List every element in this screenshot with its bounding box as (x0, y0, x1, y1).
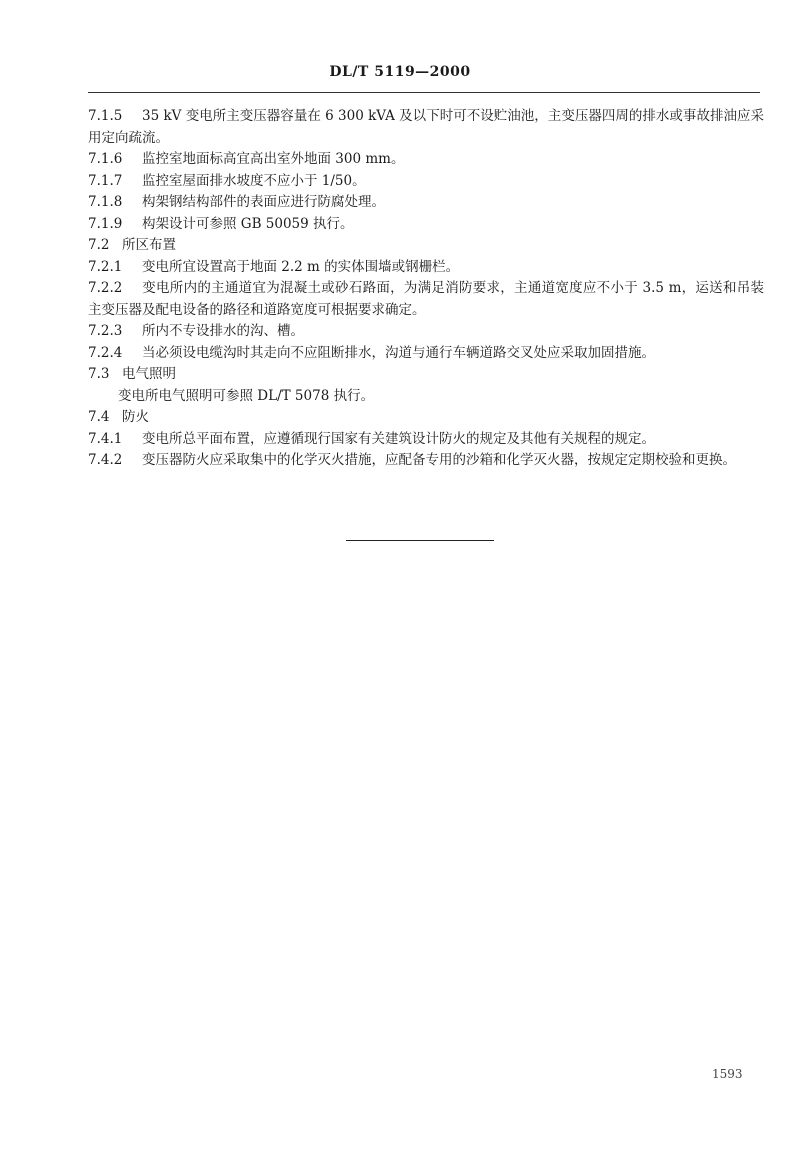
section-title: 防火 (122, 409, 149, 425)
clause-7-1-5 (88, 106, 764, 149)
section-number: 7.3 (88, 366, 110, 382)
clause-text: 变电所内的主通道宜为混凝土或砂石路面，为满足消防要求，主通道宽度应不小于 3.5 m，运送和吊装主变压器及配电设备的路径和道路宽度可根据要求确定。 (88, 280, 764, 318)
section-heading-7-3 (88, 364, 764, 386)
section-title: 所区布置 (122, 237, 176, 253)
clause-7-1-8 (88, 192, 764, 214)
section-7-3-body: 变电所电气照明可参照 DL/T 5078 执行。 (118, 387, 375, 404)
clause-number: 7.2.4 (88, 344, 123, 361)
clause-7-2-4 (88, 343, 764, 365)
clause-7-1-6 (88, 149, 764, 171)
clause-7-1-7 (88, 171, 764, 193)
clause-number: 7.1.6 (88, 151, 123, 167)
clause-number: 7.1.7 (88, 172, 123, 189)
section-heading-7-2 (88, 235, 764, 257)
section-number: 7.2 (88, 237, 110, 253)
clause-7-2-1 (88, 257, 764, 279)
page-number: 1593 (712, 1067, 743, 1081)
clause-number: 7.1.5 (88, 108, 123, 124)
clause-number: 7.4.1 (88, 430, 123, 447)
clause-7-4-2 (88, 450, 764, 472)
clause-number: 7.4.2 (88, 452, 123, 468)
clause-7-2-2 (88, 278, 764, 321)
section-number: 7.4 (88, 409, 110, 425)
clause-number: 7.2.2 (88, 280, 123, 296)
clause-text: 所内不专设排水的沟、槽。 (142, 323, 304, 339)
clause-text: 构架设计可参照 GB 50059 执行。 (142, 215, 354, 232)
clause-7-2-3 (88, 321, 764, 343)
clause-number: 7.1.9 (88, 215, 123, 232)
clause-7-1-9 (88, 214, 764, 236)
clause-text: 监控室屋面排水坡度不应小于 1/50。 (142, 172, 366, 189)
clause-number: 7.1.8 (88, 194, 123, 210)
document-header: DL/T 5119—2000 (329, 64, 471, 80)
clause-text: 变电所总平面布置，应遵循现行国家有关建筑设计防火的规定及其他有关规程的规定。 (142, 430, 655, 447)
document-body (88, 106, 764, 472)
clause-text: 构架钢结构部件的表面应进行防腐处理。 (142, 194, 385, 210)
clause-text: 变压器防火应采取集中的化学灭火措施，应配备专用的沙箱和化学灭火器，按规定定期校验和更换。 (142, 452, 736, 468)
clause-text: 当必须设电缆沟时其走向不应阻断排水，沟道与通行车辆道路交叉处应采取加固措施。 (142, 344, 655, 361)
section-title: 电气照明 (122, 366, 176, 382)
clause-number: 7.2.1 (88, 258, 123, 275)
clause-text: 35 kV 变电所主变压器容量在 6 300 kVA 及以下时可不设贮油池，主变压器四周的排水或事故排油应采用定向疏流。 (88, 108, 764, 146)
end-of-section-rule (346, 540, 494, 541)
clause-text: 变电所宜设置高于地面 2.2 m 的实体围墙或钢栅栏。 (142, 258, 460, 275)
clause-text: 监控室地面标高宜高出室外地面 300 mm。 (142, 151, 405, 167)
header-divider (88, 92, 760, 93)
section-heading-7-4 (88, 407, 764, 429)
clause-number: 7.2.3 (88, 323, 123, 339)
clause-7-4-1 (88, 429, 764, 451)
